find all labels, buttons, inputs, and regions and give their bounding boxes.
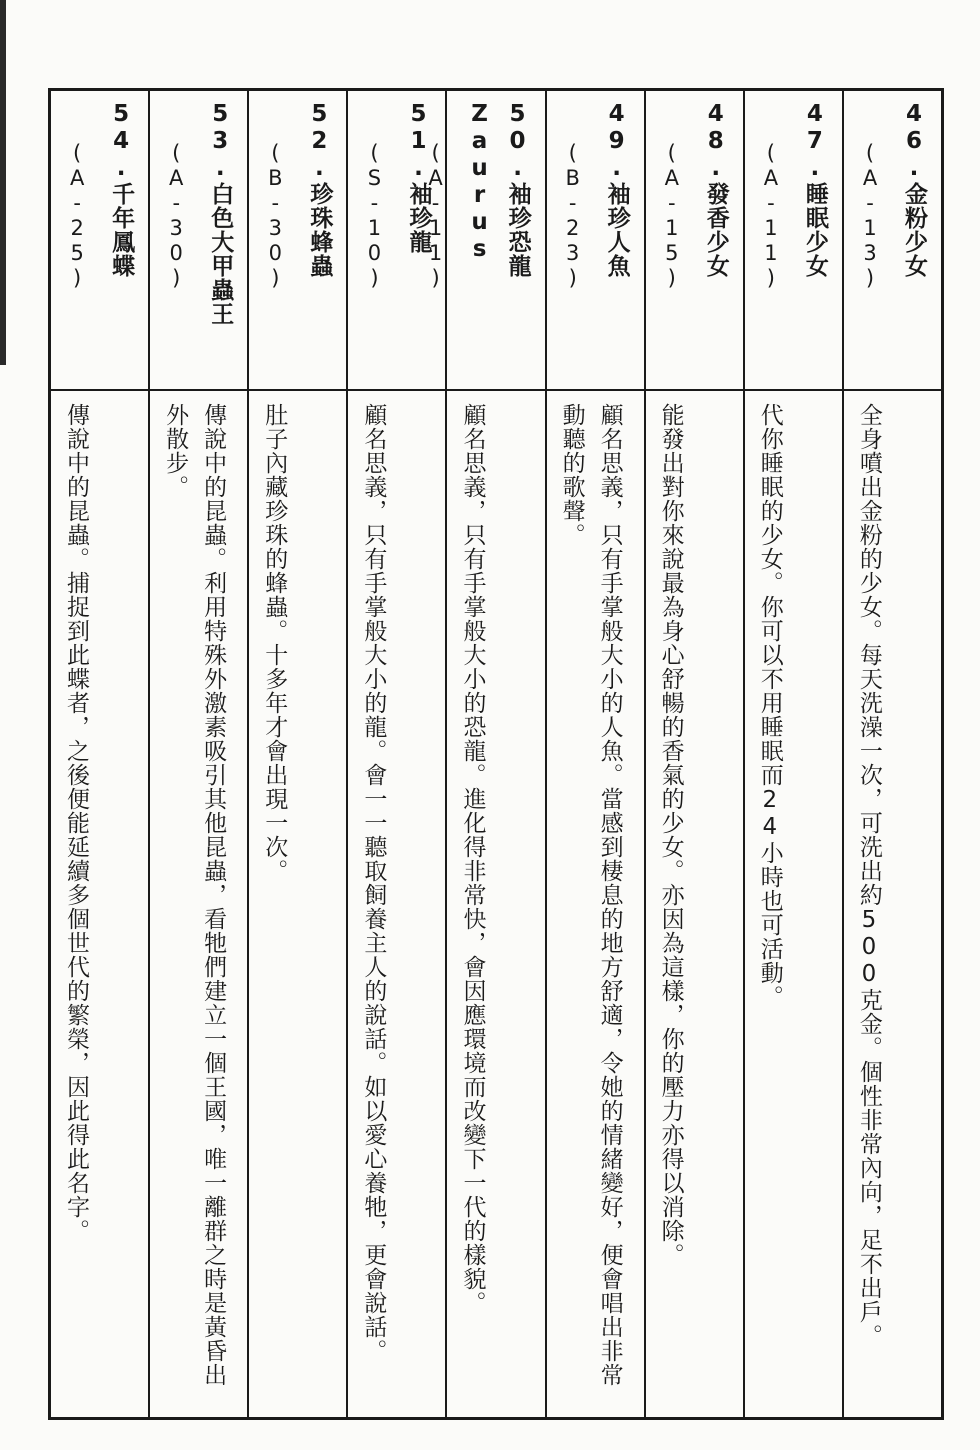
table-row [644,91,743,1417]
entry-description-cell [646,391,743,1417]
entry-description: 傳說中的昆蟲。利用特殊外激素吸引其他昆蟲，看牠們建立一個王國，唯一離群之時是黃昏出外散步。 [162,403,227,1387]
entry-name: 53.白色大甲蟲王 [207,101,234,326]
entry-name: 51.袖珍龍 [405,101,432,254]
entry-description-cell [51,391,148,1417]
entry-description-cell [547,391,644,1417]
entry-code: (A-11) [758,141,783,291]
table-row [346,91,445,1417]
entry-description: 代你睡眠的少女。你可以不用睡眠而24小時也可活動。 [756,403,783,1009]
entry-name: 48.發香少女 [702,101,729,278]
entry-description-cell [745,391,842,1417]
table-row [423,91,544,1417]
entry-code: (A-15) [659,141,684,291]
entry-header [547,91,644,391]
entry-name: 47.睡眠少女 [801,101,828,278]
table-row [743,91,842,1417]
entry-code: (A-25) [65,141,90,291]
entry-code: (A-30) [164,141,189,291]
entry-description-cell [249,391,346,1417]
entry-description-cell [844,391,941,1417]
entry-code: (S-10) [362,141,387,291]
entry-name: 52.珍珠蜂蟲 [306,101,333,278]
entry-name: 49.袖珍人魚 [603,101,630,278]
entry-header [423,91,544,391]
entry-header [51,91,148,391]
table-row [842,91,941,1417]
entry-description: 顧名思義，只有手掌般大小的恐龍。進化得非常快，會因應環境而改變下一代的樣貌。 [459,403,486,1315]
entry-header [745,91,842,391]
entry-header [249,91,346,391]
table-row [545,91,644,1417]
entry-description-cell [348,391,445,1417]
entry-header [646,91,743,391]
entry-description: 能發出對你來說最為身心舒暢的香氣的少女。亦因為這樣，你的壓力亦得以消除。 [657,403,684,1267]
entry-name: 50.袖珍恐龍Zaurus [466,101,531,278]
entry-code: (B-30) [263,141,288,291]
entry-description-cell [150,391,247,1417]
entry-name: 54.千年鳳蝶 [108,101,135,278]
entry-name: 46.金粉少女 [901,101,927,278]
entry-description: 顧名思義，只有手掌般大小的龍。會一一聽取飼養主人的說話。如以愛心養牠，更會說話。 [360,403,387,1363]
entry-code: (A-11) [423,141,448,291]
entry-code: (B-23) [560,141,585,291]
entry-header [348,91,445,391]
entry-description: 肚子內藏珍珠的蜂蟲。十多年才會出現一次。 [261,403,288,883]
entry-header [844,91,941,391]
entry-code: (A-13) [858,141,882,291]
entry-description: 顧名思義，只有手掌般大小的人魚。當感到棲息的地方舒適，令她的情緒變好，便會唱出非常動聽的歌聲。 [558,403,623,1387]
creature-table [48,88,944,1420]
table-row [51,91,148,1417]
entry-header [150,91,247,391]
entry-description: 全身噴出金粉的少女。每天洗澡一次，可洗出約500克金。個性非常內向，足不出戶。 [855,403,882,1348]
entry-description-cell [447,391,544,1417]
table-row [247,91,346,1417]
table-row [148,91,247,1417]
book-binding-edge [0,0,6,365]
entry-description: 傳說中的昆蟲。捕捉到此蝶者，之後便能延續多個世代的繁榮，因此得此名字。 [63,403,90,1243]
